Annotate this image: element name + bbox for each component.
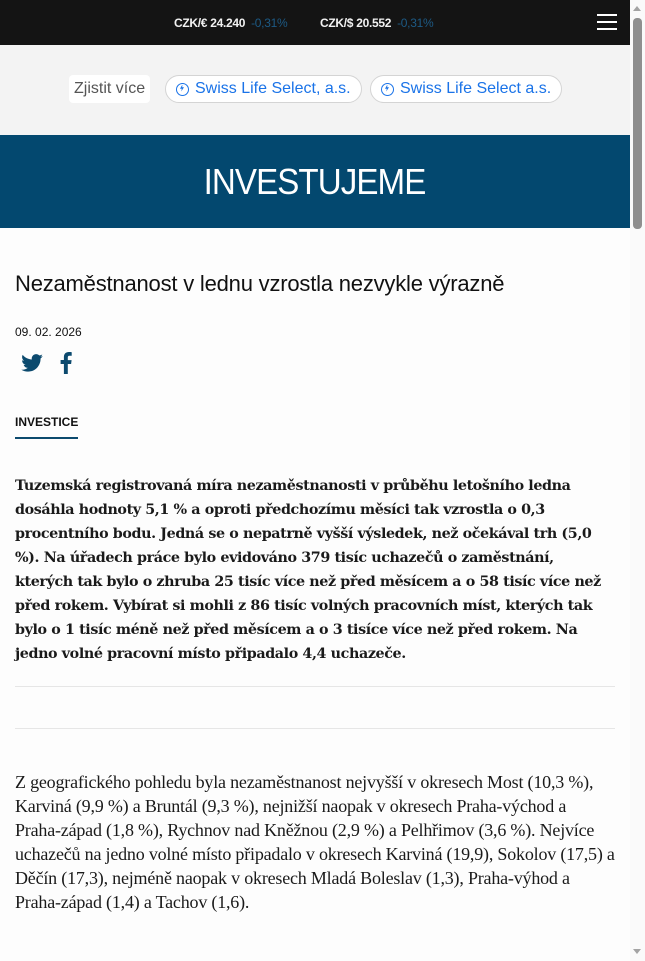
menu-line — [597, 14, 617, 16]
article-paragraph: Z geografického pohledu byla nezaměstnanost nejvyšší v okresech Most (10,3 %), Karviná (9,9 %) a Bruntál (9,3 %), nejnižší naopak v okresech Praha-východ a Praha-západ (1,8 %), Rychnov nad Kněžnou (2,9 %) a Pelhřimov (3,6 %). Nejvíce uchazečů na jedno volné místo připadalo v okresech Karviná (19,9), Sokolov (17,5) a Děčín (17,3), nejméně naopak v okresech Mladá Boleslav (1,3), Praha-výhod a Praha-západ (1,4) a Tachov (1,6). — [15, 772, 615, 912]
hamburger-menu-icon[interactable] — [597, 14, 617, 31]
article-date: 09. 02. 2026 — [15, 325, 82, 339]
scrollbar-thumb[interactable] — [633, 18, 642, 229]
category-tag-investice[interactable]: INVESTICE — [15, 415, 78, 439]
ticker-usd-rate: CZK/$ 20.552 — [320, 15, 392, 30]
ticker-usd-change: -0,31% — [397, 15, 434, 30]
article-lead: Tuzemská registrovaná míra nezaměstnanosti v průběhu letošního ledna dosáhla hodnoty 5,1 % a oproti předchozímu měsíci tak vzrostla o 0,3 procentního bodu. Jedná se o nepatrně vyšší výsledek, než očekával trh (5,0 %). Na úřadech práce bylo evidováno 379 tisíc uchazečů o zaměstnání, kterých tak bylo o zhruba 25 tisíc více než před měsícem a o 58 tisíc více než před rokem. Vybírat si mohli z 86 tisíc volných pracovních míst, kterých tak bylo o 1 tisíc méně než před měsícem a o 3 tisíce více než před rokem. Na jedno volné pracovní místo připadalo 4,4 uchazeče. — [15, 478, 601, 662]
scroll-up-arrow-icon[interactable] — [633, 6, 641, 11]
divider — [15, 686, 615, 687]
twitter-icon[interactable] — [21, 354, 43, 377]
brand-banner — [0, 135, 630, 228]
scroll-down-arrow-icon[interactable] — [633, 949, 641, 954]
ticker-usd — [320, 0, 433, 45]
bolt-circle-icon — [176, 83, 189, 96]
ad-pill-label: Swiss Life Select, a.s. — [195, 80, 351, 97]
ad-pill-swiss-life-2[interactable] — [370, 75, 562, 103]
site-logo[interactable]: INVESTUJEME — [204, 160, 426, 202]
bolt-circle-icon — [381, 83, 394, 96]
menu-line — [597, 28, 617, 30]
ticker-eur — [174, 0, 287, 45]
facebook-icon[interactable] — [60, 352, 72, 379]
ad-pill-swiss-life-1[interactable] — [165, 75, 362, 103]
ad-learn-more-label[interactable]: Zjistit více — [69, 75, 150, 103]
article-title: Nezaměstnanost v lednu vzrostla nezvykle výrazně — [15, 271, 505, 296]
ad-pill-label: Swiss Life Select a.s. — [400, 80, 552, 97]
ticker-eur-change: -0,31% — [251, 15, 288, 30]
article — [0, 268, 630, 914]
ad-strip — [0, 45, 630, 135]
ticker-eur-rate: CZK/€ 24.240 — [174, 15, 246, 30]
share-buttons — [15, 353, 615, 377]
menu-line — [597, 21, 617, 23]
divider — [15, 728, 615, 729]
currency-ticker-bar — [0, 0, 630, 45]
vertical-scrollbar[interactable] — [630, 0, 645, 961]
